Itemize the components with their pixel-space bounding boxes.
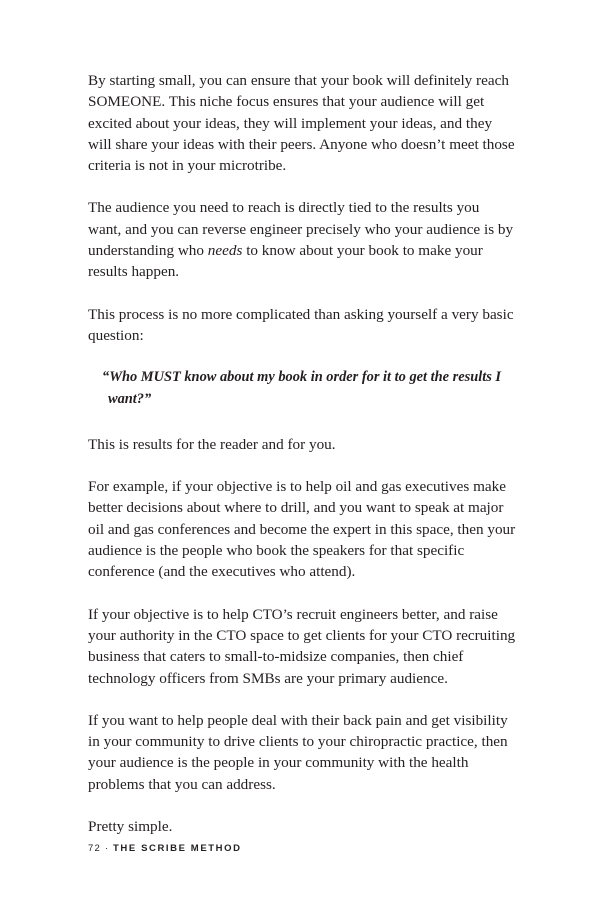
paragraph-6: If your objective is to help CTO’s recruit engineers better, and raise your authority in the CTO space to get clients for your CTO recruiting business that caters to small-to-midsize companies, then chief technology officers from SMBs are your primary audience. bbox=[88, 605, 516, 687]
paragraph-2-text-after: to know about your book to make your results happen. bbox=[88, 242, 483, 281]
footer-separator: · bbox=[104, 843, 110, 854]
page-footer bbox=[88, 843, 242, 854]
page-number: 72 bbox=[88, 843, 101, 854]
paragraph-2 bbox=[88, 197, 516, 282]
paragraph-2-text-before: The audience you need to reach is directly tied to the results you want, and you can reverse engineer precisely who your audience is by understanding who bbox=[88, 199, 514, 260]
paragraph-4: This is results for the reader and for you. bbox=[88, 435, 336, 453]
book-title: THE SCRIBE METHOD bbox=[113, 843, 242, 854]
paragraph-8: Pretty simple. bbox=[88, 818, 173, 836]
paragraph-7: If you want to help people deal with their back pain and get visibility in your community to drive clients to your chiropractic practice, then your audience is the people in your community with the health problems that you can address. bbox=[88, 711, 508, 793]
block-quote: “Who MUST know about my book in order for it to get the results I want?” bbox=[102, 369, 501, 407]
paragraph-5: For example, if your objective is to help oil and gas executives make better decisions about where to drill, and you want to speak at major oil and gas conferences and become the expert in this space, then your audience is the people who book the speakers for that specific conference (and the executives who attend). bbox=[88, 478, 516, 581]
page-body bbox=[88, 70, 516, 858]
paragraph-3: This process is no more complicated than asking yourself a very basic question: bbox=[88, 305, 514, 344]
paragraph-2-emphasis: needs bbox=[207, 242, 243, 260]
paragraph-1: By starting small, you can ensure that your book will definitely reach SOMEONE. This niche focus ensures that your audience will get excited about your ideas, they will implement your ideas, and they will share your ideas with their peers. Anyone who doesn’t meet those criteria is not in your microtribe. bbox=[88, 72, 515, 175]
